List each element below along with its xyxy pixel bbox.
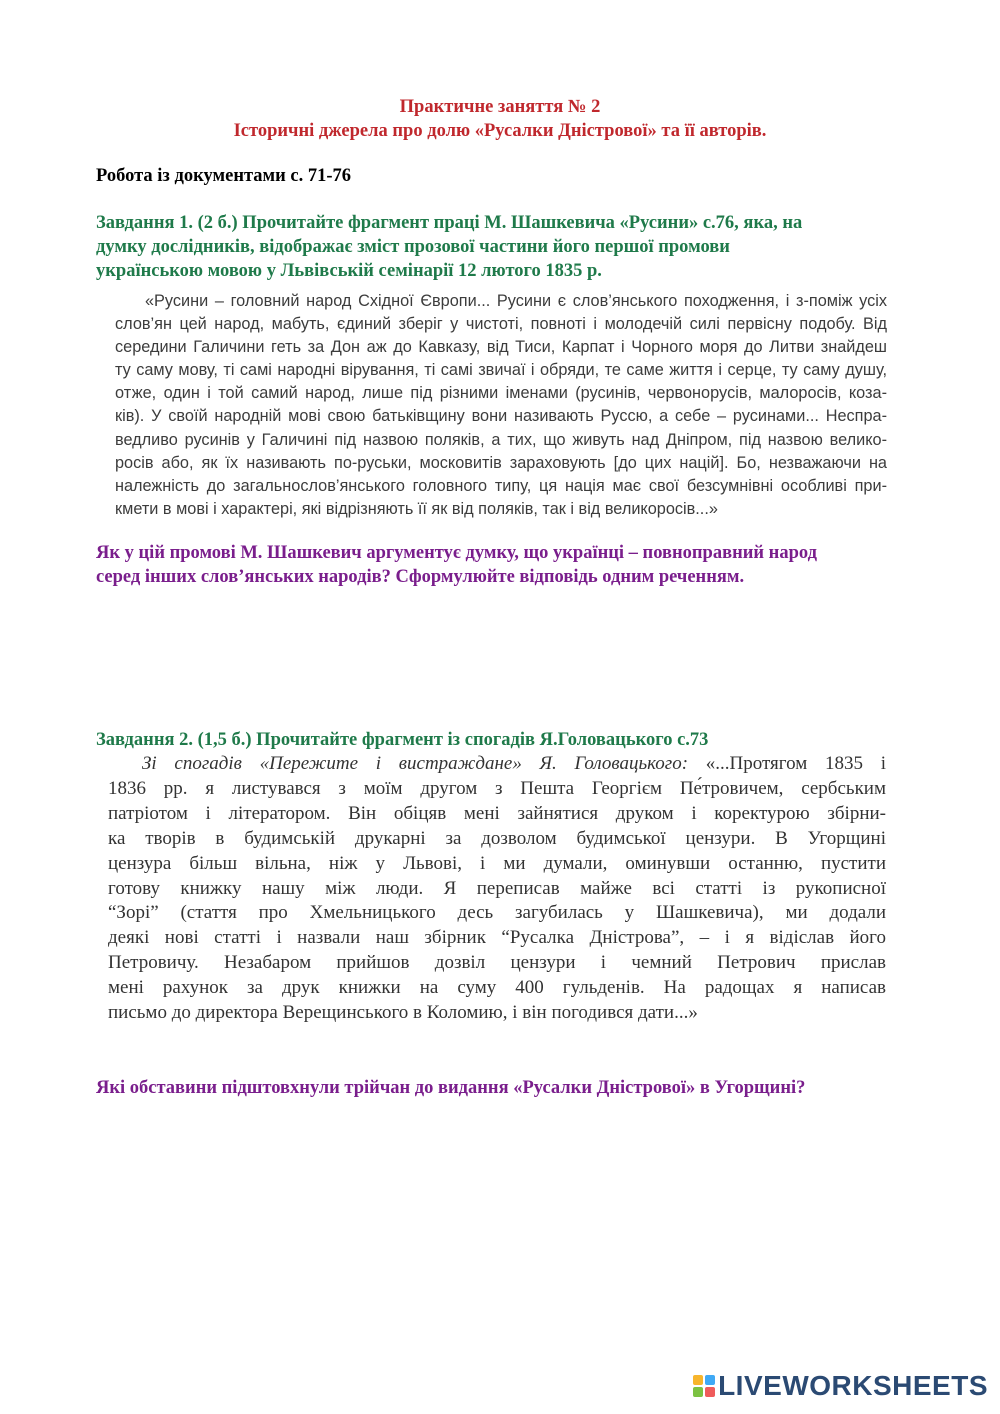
excerpt-line [108,752,886,777]
task1-heading [96,211,802,283]
excerpt-line: “Зорі” (стаття про Хмельницького десь загубилась у Шашкевича), ми додали [108,902,886,924]
logo-text: LIVEWORKSHEETS [718,1370,988,1401]
excerpt-line: ту саму мову, ті самі народні вірування, ті самі звичаї і обряди, те саме життя і серце, ту саму душу, [115,361,887,380]
excerpt-line: патріотом і літератором. Він обіцяв мені зайнятися друком і коректурою збірни- [108,802,886,824]
task2-question: Які обставини підштовхнули трійчан до видання «Русалки Дністрової» в Угорщині? [96,1078,806,1098]
excerpt-line: отже, один і той самий народ, лише під різними іменами (русинів, червоноруcів, малоросів, коза- [115,384,887,403]
logo-mark-icon [693,1375,715,1397]
excerpt-line: 1836 рр. я листувався з моїм другом з Пешта Георгієм Пе́тровичем, сербським [108,777,886,799]
excerpt-line: мені рахунок за друк книжки на суму 400 гульденів. На радощах я написав [108,977,886,999]
task1-heading-line: Завдання 1. (2 б.) Прочитайте фрагмент праці М. Шашкевича «Русини» с.76, яка, на [96,213,803,233]
excerpt-line: «Русини – головний народ Східної Європи... Русини є слов’янського походження, і з-поміж усіх [145,292,887,310]
logo-square [705,1375,715,1385]
excerpt-line: деякі нові статті і назвали наш збірник “Русалка Дністрова”, – і я відіслав його [108,927,886,949]
excerpt-line: Петровичу. Незабаром прийшов дозвіл цензури і чемний Петрович прислав [108,952,886,974]
task1-excerpt [115,290,887,521]
task2-heading: Завдання 2. (1,5 б.) Прочитайте фрагмент із спогадів Я.Головацького с.73 [96,730,709,750]
documents-subheading: Робота із документами с. 71-76 [96,166,352,186]
excerpt-line: письмо до директора Верещинського в Коломию, і він погодився дати...» [108,1002,698,1024]
excerpt-line: росів або, як їх називають по-руськи, московитів зараховують [до цих націй]. Бо, незважаючи на [115,453,887,472]
excerpt-line: середини Галичини геть за Дон аж до Кавказу, від Тиси, Карпат і Чорного моря до Литви знайдеш [115,338,887,357]
logo-square [693,1387,703,1397]
excerpt-line: належність до загальнослов’янського головного типу, ця нація має свої безсумнівні особливі при- [115,476,887,495]
title-line-2: Історичні джерела про долю «Русалки Дністрової» та її авторів. [233,121,767,141]
logo-square [705,1387,715,1397]
excerpt-line: ків). У своїй народній мові свою батьківщину вони називають Руссю, а себе – русинами... Неспра- [115,407,887,426]
excerpt-line: готову книжку нашу між люди. Я переписав майже всі статті із рукописної [108,877,886,899]
liveworksheets-logo [693,1370,988,1402]
task1-question [96,541,817,589]
excerpt-line: цензура більш вільна, ніж у Львові, і ми думали, оминувши останню, пустити [108,852,886,874]
page-title [96,95,904,143]
task1-heading-line: думку дослідників, відображає зміст прозової частини його першої промови [96,237,730,257]
excerpt-line: кмети в мові і характері, які відрізняють її як від поляків, так і від великоросів...» [115,499,718,518]
excerpt-source: Зі спогадів «Пережите і вистраждане» Я. Головацького: [142,753,689,774]
excerpt-line-text: «...Протягом 1835 і [705,753,886,774]
excerpt-line: ведливо русинів у Галичині під назвою поляків, а тих, що живуть над Дніпром, під назвою велико- [115,430,887,449]
task2-excerpt [108,752,886,1026]
task1-question-line: Як у цій промові М. Шашкевич аргументує думку, що українці – повноправний народ [96,543,817,563]
excerpt-line: слов’ян цей народ, мабуть, єдиний зберіг у чистоті, повноті і молодечій силі первісну подобу. Від [115,315,887,334]
excerpt-line: ка творів в будимській друкарні за дозволом будимської цензури. В Угорщині [108,827,886,849]
task1-question-line: серед інших слов’янських народів? Сформулюйте відповідь одним реченням. [96,567,745,587]
title-line-1: Практичне заняття № 2 [399,97,601,117]
task1-heading-line: українською мовою у Львівській семінарії 12 лютого 1835 р. [96,261,602,281]
logo-square [693,1375,703,1385]
